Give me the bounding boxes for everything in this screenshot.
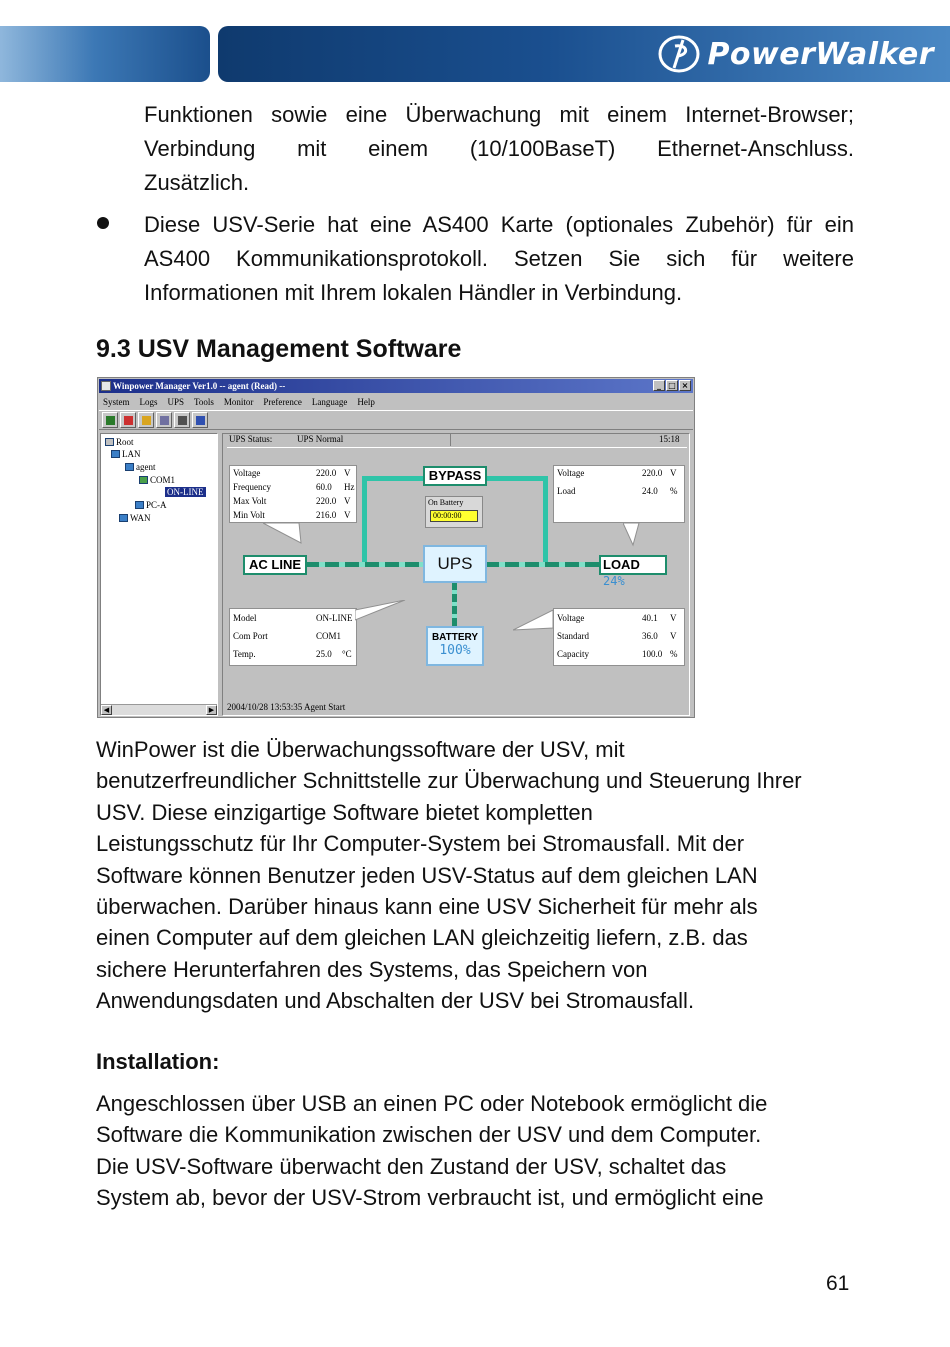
battery-label: BATTERY bbox=[431, 632, 479, 643]
bypass-pipe-right bbox=[543, 476, 548, 564]
input-voltage-value: 220.0 bbox=[316, 468, 337, 478]
tree-wan[interactable]: WAN bbox=[119, 513, 151, 523]
page-number: 61 bbox=[826, 1272, 850, 1295]
winpower-line: WinPower ist die Überwachungssoftware der USV, mit bbox=[96, 737, 625, 762]
logo-text: PowerWalker bbox=[707, 36, 934, 72]
tool-button-1[interactable] bbox=[102, 412, 118, 428]
minimize-button[interactable]: _ bbox=[653, 380, 665, 391]
tree-pc-a[interactable]: PC-A bbox=[135, 500, 167, 510]
winpower-paragraph bbox=[96, 734, 866, 1017]
status-separator bbox=[450, 434, 451, 446]
temp-value: 25.0 bbox=[316, 649, 332, 659]
battery-pipe bbox=[452, 582, 457, 626]
menu-logs[interactable]: Logs bbox=[139, 396, 158, 407]
temp-label: Temp. bbox=[233, 649, 256, 659]
menu-language[interactable]: Language bbox=[311, 396, 348, 407]
winpower-screenshot bbox=[97, 377, 695, 718]
menu-tools[interactable]: Tools bbox=[194, 396, 214, 407]
winpower-line: Anwendungsdaten und Abschalten der USV bei Stromausfall. bbox=[96, 988, 695, 1014]
model-callout-pointer bbox=[355, 600, 407, 622]
installation-heading: Installation: bbox=[96, 1049, 220, 1074]
input-info-box bbox=[229, 465, 357, 523]
model-info-box bbox=[229, 608, 357, 666]
tool-button-5[interactable] bbox=[174, 412, 190, 428]
battery-percent: 100% bbox=[439, 643, 471, 658]
battery-info-box bbox=[553, 608, 685, 666]
battery-voltage-label: Voltage bbox=[557, 613, 585, 623]
on-battery-panel bbox=[425, 496, 483, 528]
output-load-label: Load bbox=[557, 486, 576, 496]
tool-button-4[interactable] bbox=[156, 412, 172, 428]
com-port-value: COM1 bbox=[316, 631, 342, 641]
input-maxvolt-value: 220.0 bbox=[316, 496, 337, 506]
bullet-line-2: AS400 Kommunikationsprotokoll. Setzen Sie sich für weitere bbox=[144, 246, 854, 271]
tree-root[interactable]: Root bbox=[105, 437, 134, 447]
menu-system[interactable]: System bbox=[103, 396, 130, 407]
tree-scrollbar[interactable] bbox=[101, 704, 217, 715]
status-divider bbox=[227, 447, 687, 448]
tree-com1[interactable]: COM1 bbox=[139, 475, 175, 485]
model-label: Model bbox=[233, 613, 257, 623]
ups-status-label: UPS Status: bbox=[229, 434, 273, 444]
menu-monitor[interactable]: Monitor bbox=[223, 396, 254, 407]
logo-mark-icon bbox=[657, 32, 701, 76]
output-voltage-value: 220.0 bbox=[642, 468, 663, 478]
tool-button-2[interactable] bbox=[120, 412, 136, 428]
winpower-line: Software können Benutzer jeden USV-Status auf dem gleichen LAN bbox=[96, 862, 758, 888]
winpower-line: sichere Herunterfahren des Systems, das Speichern von bbox=[96, 956, 648, 982]
tree-online[interactable]: ON-LINE bbox=[167, 487, 204, 497]
section-heading: 9.3 USV Management Software bbox=[96, 335, 462, 363]
winpower-line: überwachen. Darüber hinaus kann eine USV Sicherheit für mehr als bbox=[96, 894, 758, 920]
agent-status-line: 2004/10/28 13:53:35 Agent Start bbox=[227, 702, 346, 712]
battery-voltage-value: 40.1 bbox=[642, 613, 658, 623]
input-maxvolt-unit: V bbox=[344, 496, 351, 506]
output-voltage-unit: V bbox=[670, 468, 677, 478]
temp-unit: °C bbox=[342, 649, 352, 659]
input-frequency-value: 60.0 bbox=[316, 482, 332, 492]
bullet-icon bbox=[97, 217, 109, 229]
winpower-line: benutzerfreundlicher Schnittstelle zur Überwachung und Steuerung Ihrer bbox=[96, 768, 802, 794]
tree-lan[interactable]: LAN bbox=[111, 449, 141, 459]
battery-capacity-unit: % bbox=[670, 649, 678, 659]
input-pipe bbox=[305, 562, 425, 567]
input-minvolt-unit: V bbox=[344, 510, 351, 520]
output-voltage-label: Voltage bbox=[557, 468, 585, 478]
close-button[interactable]: × bbox=[679, 380, 691, 391]
intro-line-3: Zusätzlich. bbox=[144, 170, 250, 195]
scroll-left-icon[interactable]: ◀ bbox=[101, 705, 112, 715]
banner-left-segment bbox=[0, 26, 210, 82]
tree-agent[interactable]: agent bbox=[125, 462, 156, 472]
window-titlebar bbox=[99, 379, 693, 393]
intro-line-1: Funktionen sowie eine Überwachung mit einem Internet-Browser; bbox=[144, 102, 854, 127]
battery-standard-unit: V bbox=[670, 631, 677, 641]
bullet-line-1: Diese USV-Serie hat eine AS400 Karte (optionales Zubehör) für ein bbox=[144, 212, 854, 237]
ac-line-label: AC LINE bbox=[243, 555, 307, 575]
input-minvolt-value: 216.0 bbox=[316, 510, 337, 520]
input-callout-pointer bbox=[263, 523, 303, 545]
maximize-button[interactable]: □ bbox=[666, 380, 678, 391]
com-port-label: Com Port bbox=[233, 631, 268, 641]
input-voltage-unit: V bbox=[344, 468, 351, 478]
battery-voltage-unit: V bbox=[670, 613, 677, 623]
window-title: Winpower Manager Ver1.0 -- agent (Read) -- bbox=[113, 381, 286, 391]
input-frequency-label: Frequency bbox=[233, 482, 271, 492]
lock-icon[interactable] bbox=[138, 412, 154, 428]
menu-ups[interactable]: UPS bbox=[167, 396, 185, 407]
installation-paragraph bbox=[96, 1088, 866, 1214]
bypass-pipe-top-left bbox=[362, 476, 426, 481]
intro-line-2: Verbindung mit einem (10/100BaseT) Ethernet-Anschluss. bbox=[144, 136, 854, 161]
output-pipe bbox=[485, 562, 601, 567]
winpower-line: einen Computer auf dem gleichen LAN gleichzeitig liefern, z.B. das bbox=[96, 925, 748, 951]
menu-help[interactable]: Help bbox=[357, 396, 375, 407]
battery-callout-pointer bbox=[513, 608, 555, 632]
winpower-line: Leistungsschutz für Ihr Computer-System bei Stromausfall. Mit der bbox=[96, 831, 745, 857]
install-line: Die USV-Software überwacht den Zustand der USV, schaltet das bbox=[96, 1153, 727, 1179]
bypass-label: BYPASS bbox=[423, 466, 487, 486]
battery-standard-value: 36.0 bbox=[642, 631, 658, 641]
input-frequency-unit: Hz bbox=[344, 482, 355, 492]
on-battery-timer: 00:00:00 bbox=[430, 510, 478, 522]
bullet-line-3: Informationen mit Ihrem lokalen Händler in Verbindung. bbox=[144, 280, 683, 305]
load-box bbox=[599, 555, 667, 588]
ups-status-value: UPS Normal bbox=[297, 434, 344, 444]
battery-box bbox=[426, 626, 484, 666]
install-line: System ab, bevor der USV-Strom verbraucht ist, und ermöglicht eine bbox=[96, 1185, 764, 1211]
model-value: ON-LINE bbox=[316, 613, 353, 623]
ups-label: UPS bbox=[423, 545, 487, 583]
app-icon bbox=[101, 381, 111, 391]
input-minvolt-label: Min Volt bbox=[233, 510, 265, 520]
load-percent: 24% bbox=[603, 574, 625, 588]
menu-bar bbox=[99, 394, 693, 409]
device-tree bbox=[100, 433, 218, 716]
battery-capacity-value: 100.0 bbox=[642, 649, 663, 659]
bypass-pipe-top-right bbox=[483, 476, 547, 481]
bypass-pipe-left bbox=[362, 476, 367, 564]
on-battery-label: On Battery bbox=[428, 498, 464, 507]
battery-capacity-label: Capacity bbox=[557, 649, 589, 659]
menu-preference[interactable]: Preference bbox=[263, 396, 302, 407]
scroll-right-icon[interactable]: ▶ bbox=[206, 705, 217, 715]
powerwalker-logo bbox=[657, 30, 934, 78]
header-banner bbox=[0, 26, 950, 82]
load-label: LOAD bbox=[603, 557, 640, 572]
install-line: Software die Kommunikation zwischen der USV und dem Computer. bbox=[96, 1122, 762, 1148]
status-time: 15:18 bbox=[659, 434, 680, 444]
monitor-panel bbox=[222, 433, 690, 716]
output-load-unit: % bbox=[670, 486, 678, 496]
input-voltage-label: Voltage bbox=[233, 468, 261, 478]
toolbar bbox=[99, 410, 693, 430]
output-callout-pointer bbox=[623, 523, 643, 547]
install-line: Angeschlossen über USB an einen PC oder Notebook ermöglicht die bbox=[96, 1091, 768, 1116]
input-maxvolt-label: Max Volt bbox=[233, 496, 267, 506]
winpower-line: USV. Diese einzigartige Software bietet kompletten bbox=[96, 799, 593, 825]
output-load-value: 24.0 bbox=[642, 486, 658, 496]
output-info-box bbox=[553, 465, 685, 523]
help-icon[interactable] bbox=[192, 412, 208, 428]
battery-standard-label: Standard bbox=[557, 631, 589, 641]
